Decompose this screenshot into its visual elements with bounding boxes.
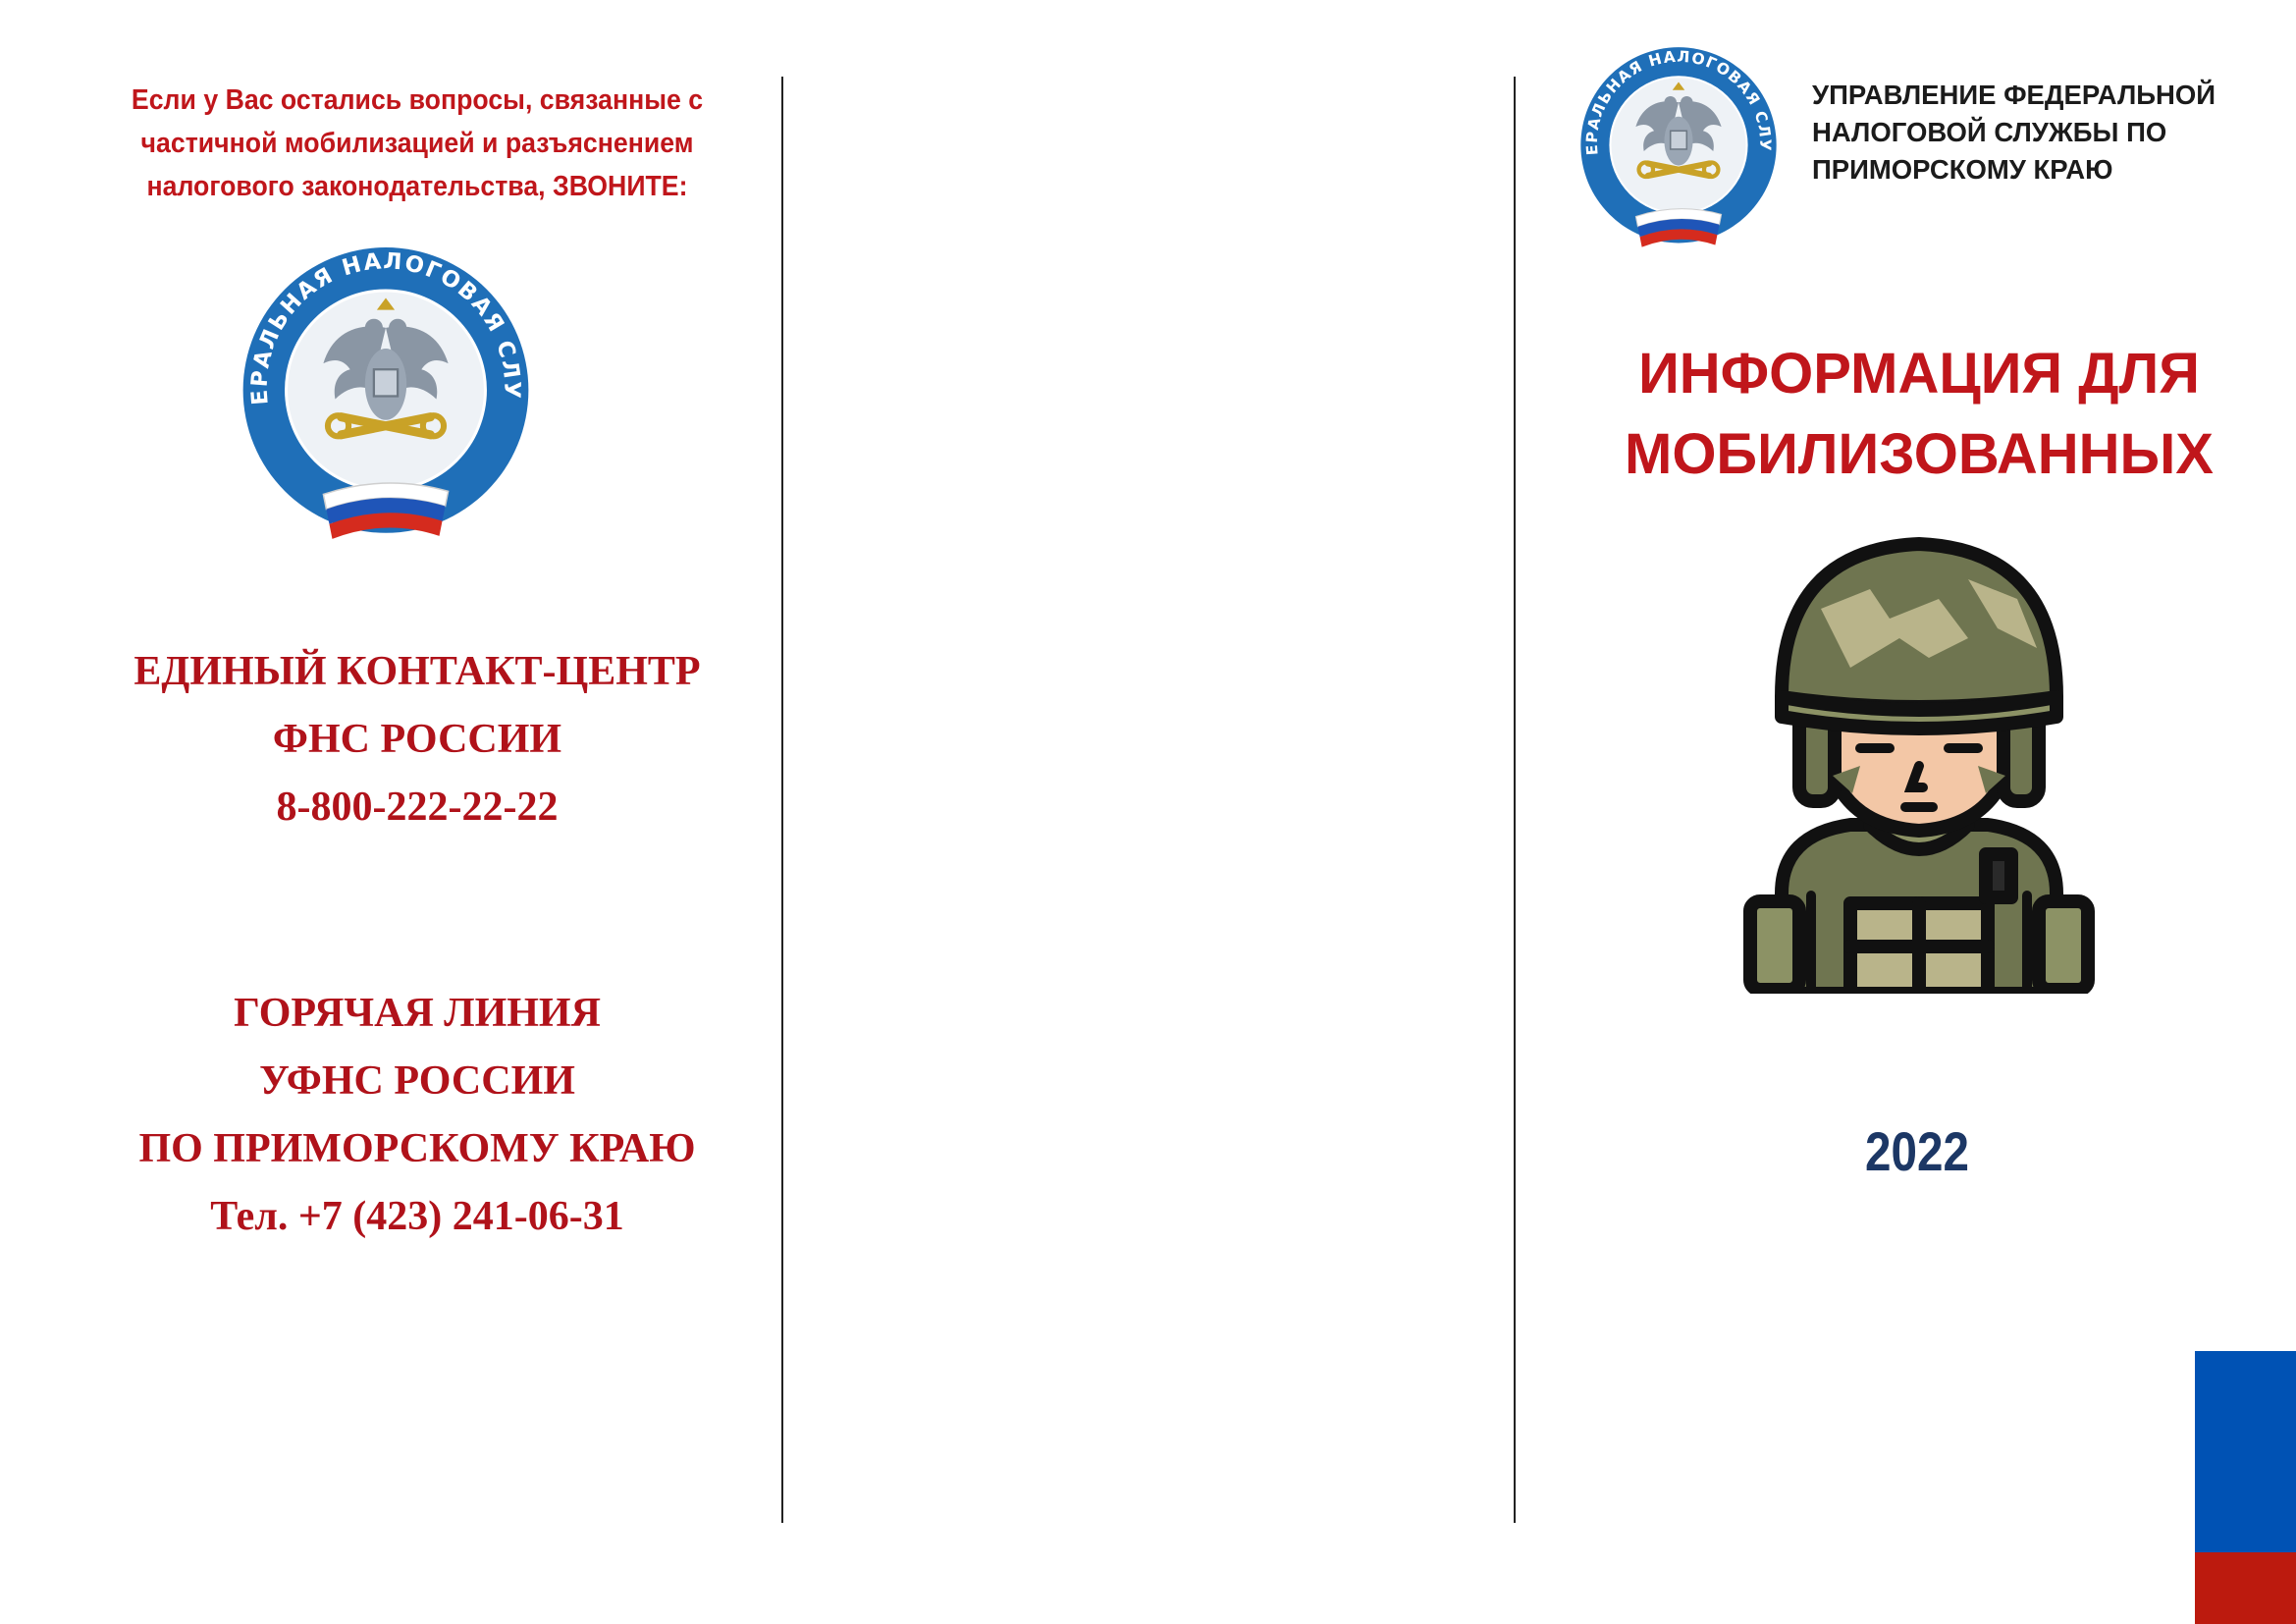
- fns-emblem-icon: [1575, 43, 1782, 257]
- contact-center-phone[interactable]: 8-800-222-22-22: [276, 785, 559, 830]
- hotline-phone[interactable]: Тел. +7 (423) 241-06-31: [210, 1194, 624, 1239]
- contact-center-subtitle: ФНС РОССИИ: [272, 717, 562, 762]
- soldier-icon: [1742, 530, 2096, 994]
- title-line: ИНФОРМАЦИЯ ДЛЯ: [1638, 342, 2200, 406]
- hotline-block: [39, 980, 795, 1251]
- panel-divider-right: [1514, 77, 1516, 1523]
- intro-line: Если у Вас остались вопросы, связанные с: [131, 84, 704, 116]
- panel-divider-left: [781, 77, 783, 1523]
- org-name-line: НАЛОГОВОЙ СЛУЖБЫ ПО: [1812, 117, 2167, 147]
- hotline-subtitle: УФНС РОССИИ: [259, 1058, 575, 1104]
- title-line: МОБИЛИЗОВАННЫХ: [1625, 422, 2214, 486]
- intro-line: частичной мобилизацией и разъяснением: [140, 128, 694, 159]
- page-title: [1561, 334, 2277, 495]
- org-name: [1812, 77, 2273, 189]
- intro-text: [115, 79, 720, 208]
- intro-line: налогового законодательства, ЗВОНИТЕ:: [146, 171, 688, 202]
- hotline-title: ГОРЯЧАЯ ЛИНИЯ: [234, 991, 601, 1036]
- org-name-line: ПРИМОРСКОМУ КРАЮ: [1812, 154, 2113, 185]
- hotline-region: ПО ПРИМОРСКОМУ КРАЮ: [138, 1126, 696, 1171]
- org-name-line: УПРАВЛЕНИЕ ФЕДЕРАЛЬНОЙ: [1812, 80, 2216, 110]
- contact-center-title: ЕДИНЫЙ КОНТАКТ-ЦЕНТР: [133, 649, 701, 694]
- contact-center-block: [39, 638, 795, 841]
- year-label: 2022: [1865, 1120, 1969, 1182]
- fns-emblem-icon: [234, 242, 538, 554]
- russian-flag-strip: [2195, 1351, 2296, 1624]
- flag-stripe-red: [2195, 1552, 2296, 1624]
- flag-stripe-blue: [2195, 1351, 2296, 1552]
